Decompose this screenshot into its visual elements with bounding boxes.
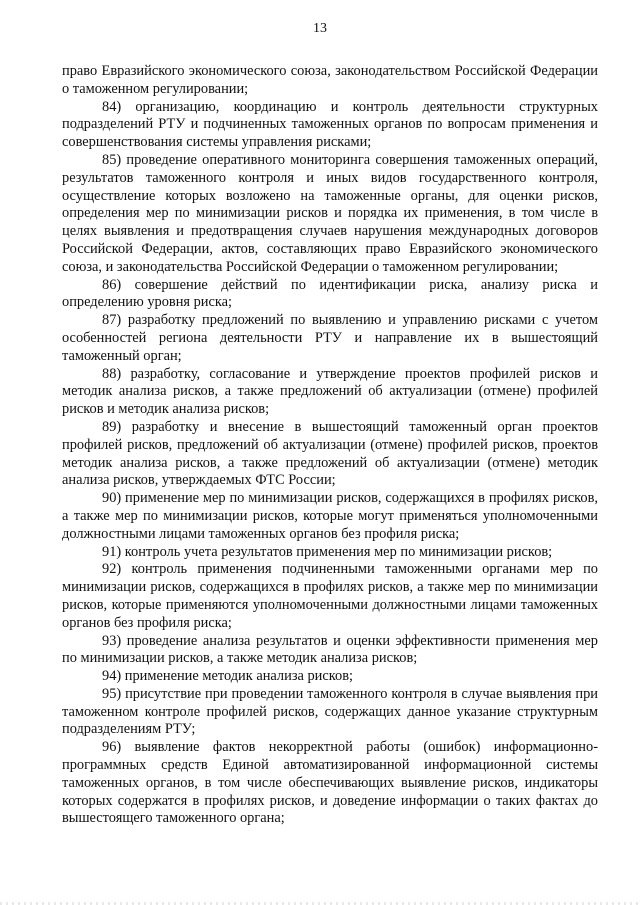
- list-item-90: 90) применение мер по минимизации рисков, содержащихся в профилях рисков, а также мер по минимизации рисков, которые могут применяться уполномоченными должностными лицами таможенных органов без профиля риска;: [62, 490, 598, 542]
- list-item-91: 91) контроль учета результатов применения мер по минимизации рисков;: [102, 543, 553, 560]
- page-number: 13: [313, 21, 327, 36]
- list-item-84: 84) организацию, координацию и контроль деятельности структурных подразделений РТУ и подчиненных таможенных органов по вопросам применения и совершенствования системы управления рисками;: [62, 98, 598, 151]
- list-item-96: 96) выявление фактов некорректной работы (ошибок) информационно-программных средств Единой автоматизированной информационной системы таможенных органов, в том числе обеспечивающих выявление рисков, индикаторы которых содержатся в профилях рисков, и доведение информации о таких фактах до вышестоящего таможенного органа;: [62, 739, 598, 827]
- list-item-88: 88) разработку, согласование и утверждение проектов профилей рисков и методик анализа рисков, а также предложений об актуализации (отмене) профилей рисков и методик анализа рисков;: [62, 365, 598, 418]
- list-item-85: 85) проведение оперативного мониторинга совершения таможенных операций, результатов таможенного контроля и иных видов государственного контроля, осуществление которых возложено на таможенные органы, для оценки рисков, определения мер по минимизации рисков и порядка их применения, в том числе в целях выявления и предотвращения случаев нарушения международных договоров Российской Федерации, актов, составляющих право Евразийского экономического союза, и законодательства Российской Федерации о таможенном регулировании;: [62, 151, 598, 275]
- list-item-93: 93) проведение анализа результатов и оценки эффективности применения мер по минимизации рисков, а также методик анализа рисков;: [62, 632, 598, 667]
- list-item-95: 95) присутствие при проведении таможенного контроля в случае выявления при таможенном контроле профилей рисков, содержащих данное указание структурным подразделениям РТУ;: [62, 685, 598, 738]
- document-body: [62, 63, 598, 828]
- list-item-94: 94) применение методик анализа рисков;: [102, 668, 354, 685]
- list-item-87: 87) разработку предложений по выявлению и управлению рисками с учетом особенностей региона деятельности РТУ и направление их в вышестоящий таможенный орган;: [62, 312, 598, 364]
- list-item-86: 86) совершение действий по идентификации риска, анализу риска и определению уровня риска;: [62, 276, 598, 311]
- paragraph-continuation: право Евразийского экономического союза, законодательством Российской Федерации о таможенном регулировании;: [62, 63, 598, 97]
- list-item-92: 92) контроль применения подчиненными таможенными органами мер по минимизации рисков, содержащихся в профилях рисков, а также мер по минимизации рисков, которые применяются уполномоченными должностными лицами таможенных органов без профиля риска;: [62, 561, 598, 631]
- list-item-89: 89) разработку и внесение в вышестоящий таможенный орган проектов профилей рисков, предложений об актуализации (отмене) профилей рисков, проектов методик анализа рисков, а также предложений об актуализации (отмене) методик анализа рисков, утверждаемых ФТС России;: [62, 418, 598, 489]
